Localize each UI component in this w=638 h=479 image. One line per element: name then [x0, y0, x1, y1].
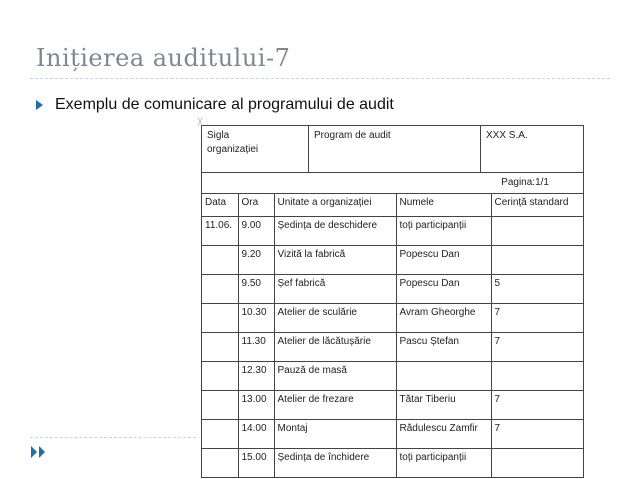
- bullet-arrow-icon: [36, 100, 43, 110]
- table-cell: Șef fabrică: [274, 275, 396, 304]
- nav-corner-icon: [31, 446, 45, 458]
- table-row: [202, 333, 583, 362]
- table-cell: [491, 362, 583, 391]
- logo-label-line-1: Sigla: [207, 130, 230, 141]
- table-cell: Pascu Ștefan: [396, 333, 491, 362]
- table-cell: Popescu Dan: [396, 246, 491, 275]
- corner-mark: ╳: [198, 119, 203, 126]
- table-cell: Atelier de frezare: [274, 391, 396, 420]
- table-row: [202, 246, 583, 275]
- column-header: Numele: [396, 194, 491, 217]
- table-cell: [396, 362, 491, 391]
- table-cell: Rădulescu Zamfir: [396, 420, 491, 449]
- table-cell: [202, 304, 238, 333]
- table-cell: Montaj: [274, 420, 396, 449]
- audit-program-document: [201, 125, 584, 478]
- title-divider: [30, 78, 610, 79]
- company-name: XXX S.A.: [486, 130, 528, 141]
- table-row: [202, 304, 583, 333]
- table-cell: [202, 362, 238, 391]
- table-cell: [491, 246, 583, 275]
- table-cell: 7: [491, 333, 583, 362]
- column-header: Unitate a organizației: [274, 194, 396, 217]
- table-cell: 11.06.: [202, 217, 238, 246]
- table-cell: 7: [491, 391, 583, 420]
- column-header: Ora: [238, 194, 274, 217]
- table-cell: Ședința de închidere: [274, 449, 396, 478]
- table-cell: Pauză de masă: [274, 362, 396, 391]
- program-title: Program de audit: [309, 126, 481, 172]
- table-row: [202, 362, 583, 391]
- table-cell: [202, 449, 238, 478]
- table-cell: [491, 217, 583, 246]
- page-number: Pagina:1/1: [202, 173, 583, 194]
- table-cell: [202, 333, 238, 362]
- table-cell: 9.50: [238, 275, 274, 304]
- table-header-row: [202, 194, 583, 217]
- logo-placeholder: [202, 126, 309, 172]
- bullet-item: [36, 96, 394, 114]
- table-cell: Atelier de lăcătușărie: [274, 333, 396, 362]
- table-cell: [202, 420, 238, 449]
- table-cell: [202, 246, 238, 275]
- bullet-text: Exemplu de comunicare al programului de audit: [55, 96, 394, 113]
- table-row: [202, 275, 583, 304]
- slide-title: Inițierea auditului-7: [36, 44, 291, 72]
- table-cell: 14.00: [238, 420, 274, 449]
- table-cell: 12.30: [238, 362, 274, 391]
- table-cell: 9.20: [238, 246, 274, 275]
- table-cell: 7: [491, 420, 583, 449]
- table-cell: 10.30: [238, 304, 274, 333]
- table-cell: 11.30: [238, 333, 274, 362]
- table-row: [202, 217, 583, 246]
- table-cell: [491, 449, 583, 478]
- document-header: [202, 126, 583, 173]
- table-cell: toți participanții: [396, 217, 491, 246]
- table-cell: Vizită la fabrică: [274, 246, 396, 275]
- footer-divider-left: [30, 437, 196, 438]
- table-cell: 7: [491, 304, 583, 333]
- logo-label-line-2: organizației: [207, 144, 259, 155]
- table-row: [202, 391, 583, 420]
- table-cell: Atelier de sculărie: [274, 304, 396, 333]
- schedule-table: [202, 194, 583, 477]
- table-cell: Popescu Dan: [396, 275, 491, 304]
- table-cell: 15.00: [238, 449, 274, 478]
- table-cell: 5: [491, 275, 583, 304]
- table-cell: toți participanții: [396, 449, 491, 478]
- column-header: Cerință standard: [491, 194, 583, 217]
- table-row: [202, 420, 583, 449]
- column-header: Data: [202, 194, 238, 217]
- table-cell: Ședința de deschidere: [274, 217, 396, 246]
- table-cell: 9.00: [238, 217, 274, 246]
- table-cell: Tătar Tiberiu: [396, 391, 491, 420]
- table-cell: 13.00: [238, 391, 274, 420]
- table-row: [202, 449, 583, 478]
- table-cell: [202, 275, 238, 304]
- table-cell: [202, 391, 238, 420]
- table-cell: Avram Gheorghe: [396, 304, 491, 333]
